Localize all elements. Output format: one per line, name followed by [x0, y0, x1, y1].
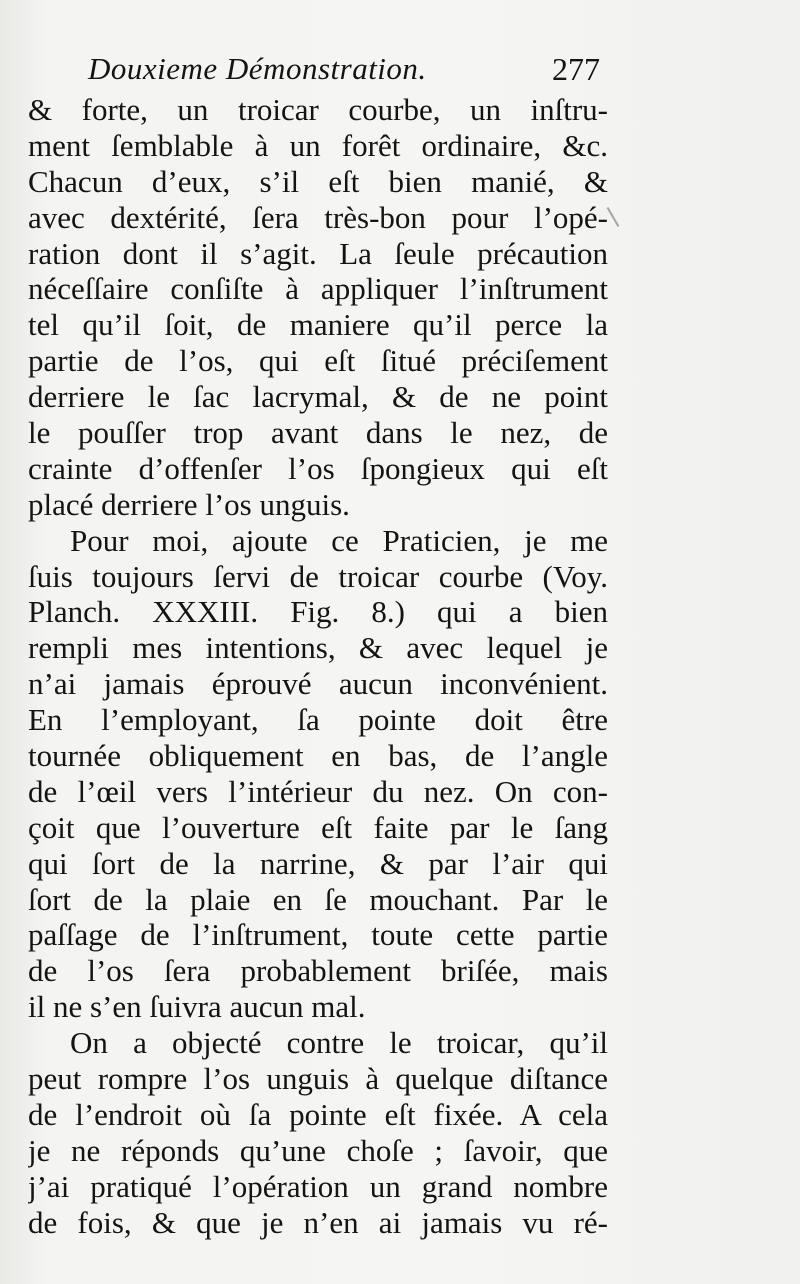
text-line: ment ſemblable à un forêt ordinaire, &c.	[28, 127, 608, 163]
text-line: placé derriere l’os unguis.	[28, 486, 350, 522]
margin-mark	[607, 207, 620, 227]
text-line: Pour moi, ajoute ce Praticien, je me	[70, 522, 608, 558]
text-line: n’ai jamais éprouvé aucun inconvénient.	[28, 666, 608, 702]
text-line: ſuis toujours ſervi de troicar courbe (Voy.	[28, 558, 608, 594]
text-line: de l’endroit où ſa pointe eſt fixée. A cela	[28, 1096, 608, 1132]
text-line: Chacun d’eux, s’il eſt bien manié, &	[28, 163, 608, 199]
text-line: On a objecté contre le troicar, qu’il	[70, 1025, 608, 1061]
text-line: de fois, & que je n’en ai jamais vu ré-	[28, 1204, 608, 1240]
text-line: il ne s’en ſuivra aucun mal.	[28, 989, 366, 1025]
text-line: rempli mes intentions, & avec lequel je	[28, 630, 608, 666]
text-line: j’ai pratiqué l’opération un grand nombre	[28, 1168, 608, 1204]
text-line: peut rompre l’os unguis à quelque diſtance	[28, 1061, 608, 1097]
text-line: tel qu’il ſoit, de maniere qu’il perce la	[28, 307, 608, 343]
text-line: néceſſaire conſiſte à appliquer l’inſtrument	[28, 271, 608, 307]
text-line: paſſage de l’inſtrument, toute cette partie	[28, 917, 608, 953]
text-line: partie de l’os, qui eſt ſitué préciſement	[28, 343, 608, 379]
page-number: 277	[552, 51, 600, 87]
text-line: tournée obliquement en bas, de l’angle	[28, 738, 608, 774]
running-header	[88, 44, 608, 94]
text-line: de l’os ſera probablement briſée, mais	[28, 953, 608, 989]
text-line: çoit que l’ouverture eſt faite par le ſang	[28, 809, 608, 845]
text-line: ſort de la plaie en ſe mouchant. Par le	[28, 881, 608, 917]
text-line: En l’employant, ſa pointe doit être	[28, 702, 608, 738]
text-line: le pouſſer trop avant dans le nez, de	[28, 415, 608, 451]
text-line: & forte, un troicar courbe, un inſtru-	[28, 92, 608, 127]
text-line: de l’œil vers l’intérieur du nez. On con-	[28, 773, 608, 809]
text-line: derriere le ſac lacrymal, & de ne point	[28, 379, 608, 415]
running-title: Douxieme Démonstration.	[88, 51, 427, 86]
body-text	[28, 92, 608, 1241]
text-line: je ne réponds qu’une choſe ; ſavoir, que	[28, 1132, 608, 1168]
text-line: ration dont il s’agit. La ſeule précaution	[28, 235, 608, 271]
text-line: crainte d’offenſer l’os ſpongieux qui eſt	[28, 450, 608, 486]
text-line: avec dextérité, ſera très-bon pour l’opé-	[28, 199, 608, 235]
text-line: Planch. XXXIII. Fig. 8.) qui a bien	[28, 594, 608, 630]
text-line: qui ſort de la narrine, & par l’air qui	[28, 845, 608, 881]
